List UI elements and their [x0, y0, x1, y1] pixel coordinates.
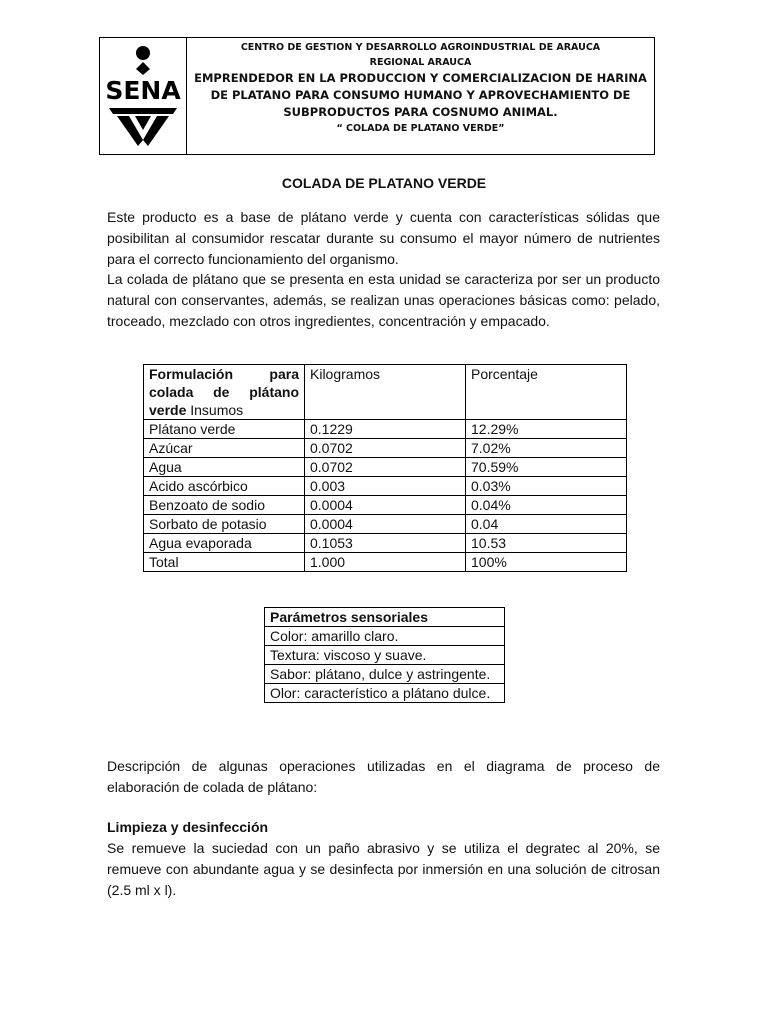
- table-row: [144, 515, 627, 534]
- porcentaje-header: Porcentaje: [466, 365, 627, 420]
- percent-cell: 12.29%: [466, 420, 627, 439]
- formulation-table: [143, 364, 627, 572]
- percent-cell: 0.03%: [466, 477, 627, 496]
- document-header: [99, 37, 655, 155]
- table-row: [265, 646, 505, 665]
- formulation-header-cell: [144, 365, 305, 420]
- section-paragraph: Se remueve la suciedad con un paño abrasivo y se utiliza el degratec al 20%, se remueve con abundante agua y se desinfecta por inmersión en una solución de citrosan (2.5 ml x l).: [107, 840, 660, 898]
- sensory-flavor: Sabor: plátano, dulce y astringente.: [265, 665, 505, 684]
- sensory-texture: Textura: viscoso y suave.: [265, 646, 505, 665]
- formulation-header-normal: Insumos: [186, 402, 244, 418]
- table-row: [144, 458, 627, 477]
- sensory-odor: Olor: característico a plátano dulce.: [265, 684, 505, 703]
- ingredient-cell: Azúcar: [144, 439, 305, 458]
- kg-cell: 1.000: [305, 553, 466, 572]
- table-row: [144, 477, 627, 496]
- kg-cell: 0.1229: [305, 420, 466, 439]
- header-product: “ COLADA DE PLATANO VERDE”: [336, 123, 505, 134]
- formulation-header-bold: Formulación para colada de plátano verde: [149, 366, 299, 418]
- kg-cell: 0.0702: [305, 439, 466, 458]
- section-title: Limpieza y desinfección: [107, 819, 269, 835]
- table-row: [144, 553, 627, 572]
- sensory-color: Color: amarillo claro.: [265, 627, 505, 646]
- intro-paragraph-1: Este producto es a base de plátano verde y cuenta con características sólidas que posibilitan al consumidor rescatar durante su consumo el mayor número de nutrientes para el correcto funcionamiento del organismo.: [107, 209, 660, 267]
- ingredient-cell: Benzoato de sodio: [144, 496, 305, 515]
- percent-cell: 0.04%: [466, 496, 627, 515]
- description-paragraph: Descripción de algunas operaciones utilizadas en el diagrama de proceso de elaboración de colada de plátano:: [107, 758, 660, 795]
- sena-logo: [100, 38, 187, 154]
- table-row: [144, 439, 627, 458]
- ingredient-cell: Plátano verde: [144, 420, 305, 439]
- kg-cell: 0.1053: [305, 534, 466, 553]
- ingredient-cell: Total: [144, 553, 305, 572]
- table-header-row: [265, 608, 505, 627]
- kilogramos-header: Kilogramos: [305, 365, 466, 420]
- kg-cell: 0.0004: [305, 515, 466, 534]
- percent-cell: 0.04: [466, 515, 627, 534]
- header-text-block: [187, 38, 654, 154]
- header-regional: REGIONAL ARAUCA: [369, 57, 472, 68]
- table-row: [144, 496, 627, 515]
- percent-cell: 70.59%: [466, 458, 627, 477]
- ingredient-cell: Agua: [144, 458, 305, 477]
- kg-cell: 0.0004: [305, 496, 466, 515]
- table-row: [265, 665, 505, 684]
- table-row: [144, 534, 627, 553]
- sensory-table: [264, 607, 505, 703]
- table-row: [144, 420, 627, 439]
- percent-cell: 100%: [466, 553, 627, 572]
- sena-logo-text: SENA: [105, 76, 181, 105]
- header-project: EMPRENDEDOR EN LA PRODUCCION Y COMERCIALIZACION DE HARINA DE PLATANO PARA CONSUMO HUMANO Y APROVECHAMIENTO DE SUBPRODUCTOS PARA COSNUMO ANIMAL.: [194, 71, 647, 119]
- ingredient-cell: Agua evaporada: [144, 534, 305, 553]
- percent-cell: 10.53: [466, 534, 627, 553]
- sensory-header: Parámetros sensoriales: [265, 608, 505, 627]
- kg-cell: 0.0702: [305, 458, 466, 477]
- ingredient-cell: Sorbato de potasio: [144, 515, 305, 534]
- sena-logo-icon: [105, 44, 181, 148]
- header-institution: CENTRO DE GESTION Y DESARROLLO AGROINDUSTRIAL DE ARAUCA: [240, 42, 601, 53]
- kg-cell: 0.003: [305, 477, 466, 496]
- table-row: [265, 684, 505, 703]
- page-title: COLADA DE PLATANO VERDE: [281, 175, 487, 191]
- ingredient-cell: Acido ascórbico: [144, 477, 305, 496]
- table-row: [265, 627, 505, 646]
- table-header-row: [144, 365, 627, 420]
- percent-cell: 7.02%: [466, 439, 627, 458]
- intro-paragraph-2: La colada de plátano que se presenta en esta unidad se caracteriza por ser un producto natural con conservantes, además, se realizan unas operaciones básicas como: pelado, troceado, mezclado con otros ingredientes, concentración y empacado.: [107, 271, 660, 329]
